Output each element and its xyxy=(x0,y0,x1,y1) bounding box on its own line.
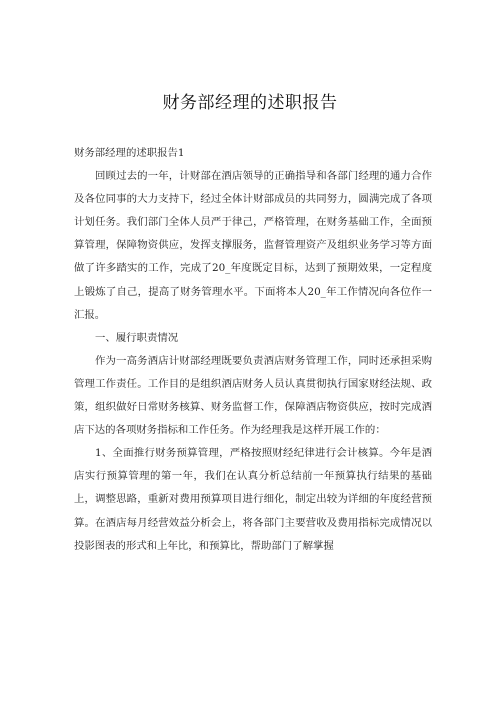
section-heading-duties: 一、履行职责情况 xyxy=(95,331,179,344)
document-body xyxy=(74,142,432,558)
paragraph-duties: 作为一高务酒店计财部经理既要负责酒店财务管理工作，同时还承担采购管理工作责任。工作目的是组织酒店财务人员认真贯彻执行国家财经法规、政策，组织做好日常财务核算、财务监督工作，保障酒店物资供应，按时完成酒店下达的各项财务指标和工作任务。作为经理我是这样开展工作的： xyxy=(74,354,432,437)
paragraph-budget: 1、全面推行财务预算管理，严格按照财经纪律进行会计核算。今年是酒店实行预算管理的第一年，我们在认真分析总结前一年预算执行结果的基础上，调整思路，重新对费用预算项目进行细化，制定出较为详细的年度经营预算。在酒店每月经营效益分析会上，将各部门主要营收及费用指标完成情况以投影图表的形式和上年比，和预算比，帮助部门了解掌握 xyxy=(74,447,432,552)
document-title: 财务部经理的述职报告 xyxy=(162,93,338,113)
paragraph-intro: 回顾过去的一年，计财部在酒店领导的正确指导和各部门经理的通力合作及各位同事的大力支持下，经过全体计财部成员的共同努力，圆满完成了各项计划任务。我们部门全体人员严于律己，严格管理，在财务基础工作，全面预算管理，保障物资供应，发挥支撑服务，监督管理资产及组织业务学习等方面做了许多踏实的工作，完成了20_年度既定目标，达到了预期效果，一定程度上锻炼了自己，提高了财务管理水平。下面将本人20_年工作情况向各位作一汇报。 xyxy=(74,170,432,321)
section-heading: 财务部经理的述职报告1 xyxy=(74,147,185,159)
